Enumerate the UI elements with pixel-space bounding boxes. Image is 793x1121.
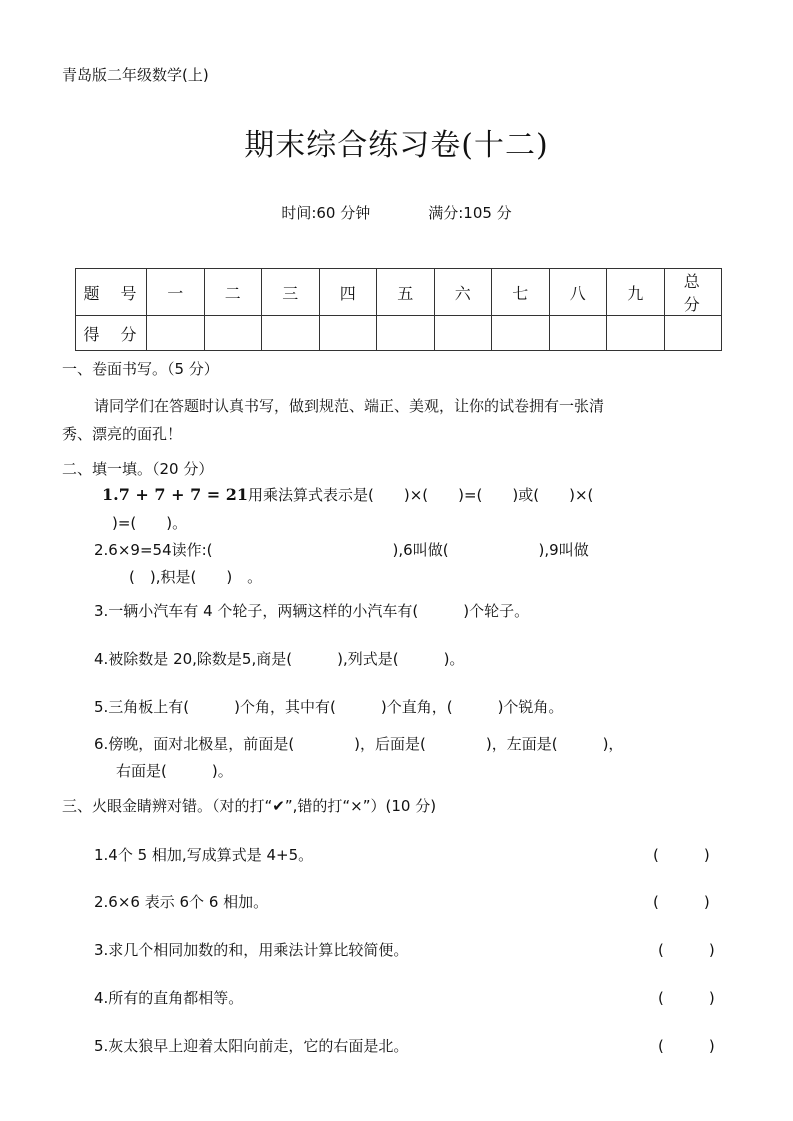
score-input-9[interactable] [607,316,665,351]
page-title: 期末综合练习卷(十二) [244,128,549,163]
score-cell-7: 七 [492,269,550,316]
score-table-header-row [76,269,722,316]
question-2-1-text: 用乘法算式表示是( )×( )=( )或( )×( [248,486,594,504]
section-3-heading: 三、火眼金睛辨对错。（对的打“✔”,错的打“×”）(10 分) [62,797,437,815]
judge-answer-2[interactable]: ( ) [653,893,710,911]
judge-item-2: 2.6×6 表示 6个 6 相加。 [94,893,269,911]
score-table-score-row [76,316,722,351]
question-2-1-line2: )=( )。 [112,514,188,532]
score-input-3[interactable] [262,316,320,351]
score-cell-5: 五 [377,269,435,316]
question-2-2-line1: 2.6×9=54读作:( ),6叫做( ),9叫做 [94,541,589,559]
section-1-heading: 一、卷面书写。（5 分） [62,360,219,378]
question-2-2-line2: ( ),积是( ) 。 [129,568,263,586]
score-input-8[interactable] [549,316,607,351]
score-input-total[interactable] [664,316,722,351]
question-2-4: 4.被除数是 20,除数是5,商是( ),列式是( )。 [94,650,465,668]
question-2-6-line2: 右面是( )。 [116,762,233,780]
section-2-heading: 二、填一填。（20 分） [62,460,214,478]
judge-answer-3[interactable]: ( ) [658,941,715,959]
judge-answer-5[interactable]: ( ) [658,1037,715,1055]
question-2-5: 5.三角板上有( )个角，其中有( )个直角，( )个锐角。 [94,698,564,716]
judge-item-4: 4.所有的直角都相等。 [94,989,244,1007]
score-cell-total: 总 分 [664,269,722,316]
question-2-1-line1 [102,484,593,505]
full-score: 满分:105 分 [428,204,512,222]
paper-header: 青岛版二年级数学(上) [62,66,209,84]
score-cell-label: 题 号 [76,269,147,316]
score-input-6[interactable] [434,316,492,351]
score-cell-3: 三 [262,269,320,316]
score-input-4[interactable] [319,316,377,351]
score-cell-4: 四 [319,269,377,316]
score-cell-6: 六 [434,269,492,316]
judge-answer-4[interactable]: ( ) [658,989,715,1007]
question-2-3: 3.一辆小汽车有 4 个轮子，两辆这样的小汽车有( )个轮子。 [94,602,530,620]
score-input-7[interactable] [492,316,550,351]
judge-item-5: 5.灰太狼早上迎着太阳向前走，它的右面是北。 [94,1037,409,1055]
score-cell-2: 二 [204,269,262,316]
score-input-5[interactable] [377,316,435,351]
score-cell-1: 一 [147,269,205,316]
question-2-1-expression: 1.7 + 7 + 7 = 21 [102,485,249,504]
judge-item-3: 3.求几个相同加数的和，用乘法计算比较简便。 [94,941,409,959]
judge-answer-1[interactable]: ( ) [653,846,710,864]
judge-item-1: 1.4个 5 相加,写成算式是 4+5。 [94,846,314,864]
score-input-2[interactable] [204,316,262,351]
score-cell-9: 九 [607,269,665,316]
score-row-label: 得 分 [76,316,147,351]
section-1-paragraph-line1: 请同学们在答题时认真书写，做到规范、端正、美观，让你的试卷拥有一张清 [94,397,605,415]
time-limit: 时间:60 分钟 [281,204,371,222]
score-cell-8: 八 [549,269,607,316]
section-1-paragraph-line2: 秀、漂亮的面孔！ [62,425,183,443]
question-2-6-line1: 6.傍晚，面对北极星，前面是( )，后面是( )，左面是( )， [94,735,624,753]
score-table [75,268,722,351]
score-input-1[interactable] [147,316,205,351]
exam-meta [0,202,793,223]
